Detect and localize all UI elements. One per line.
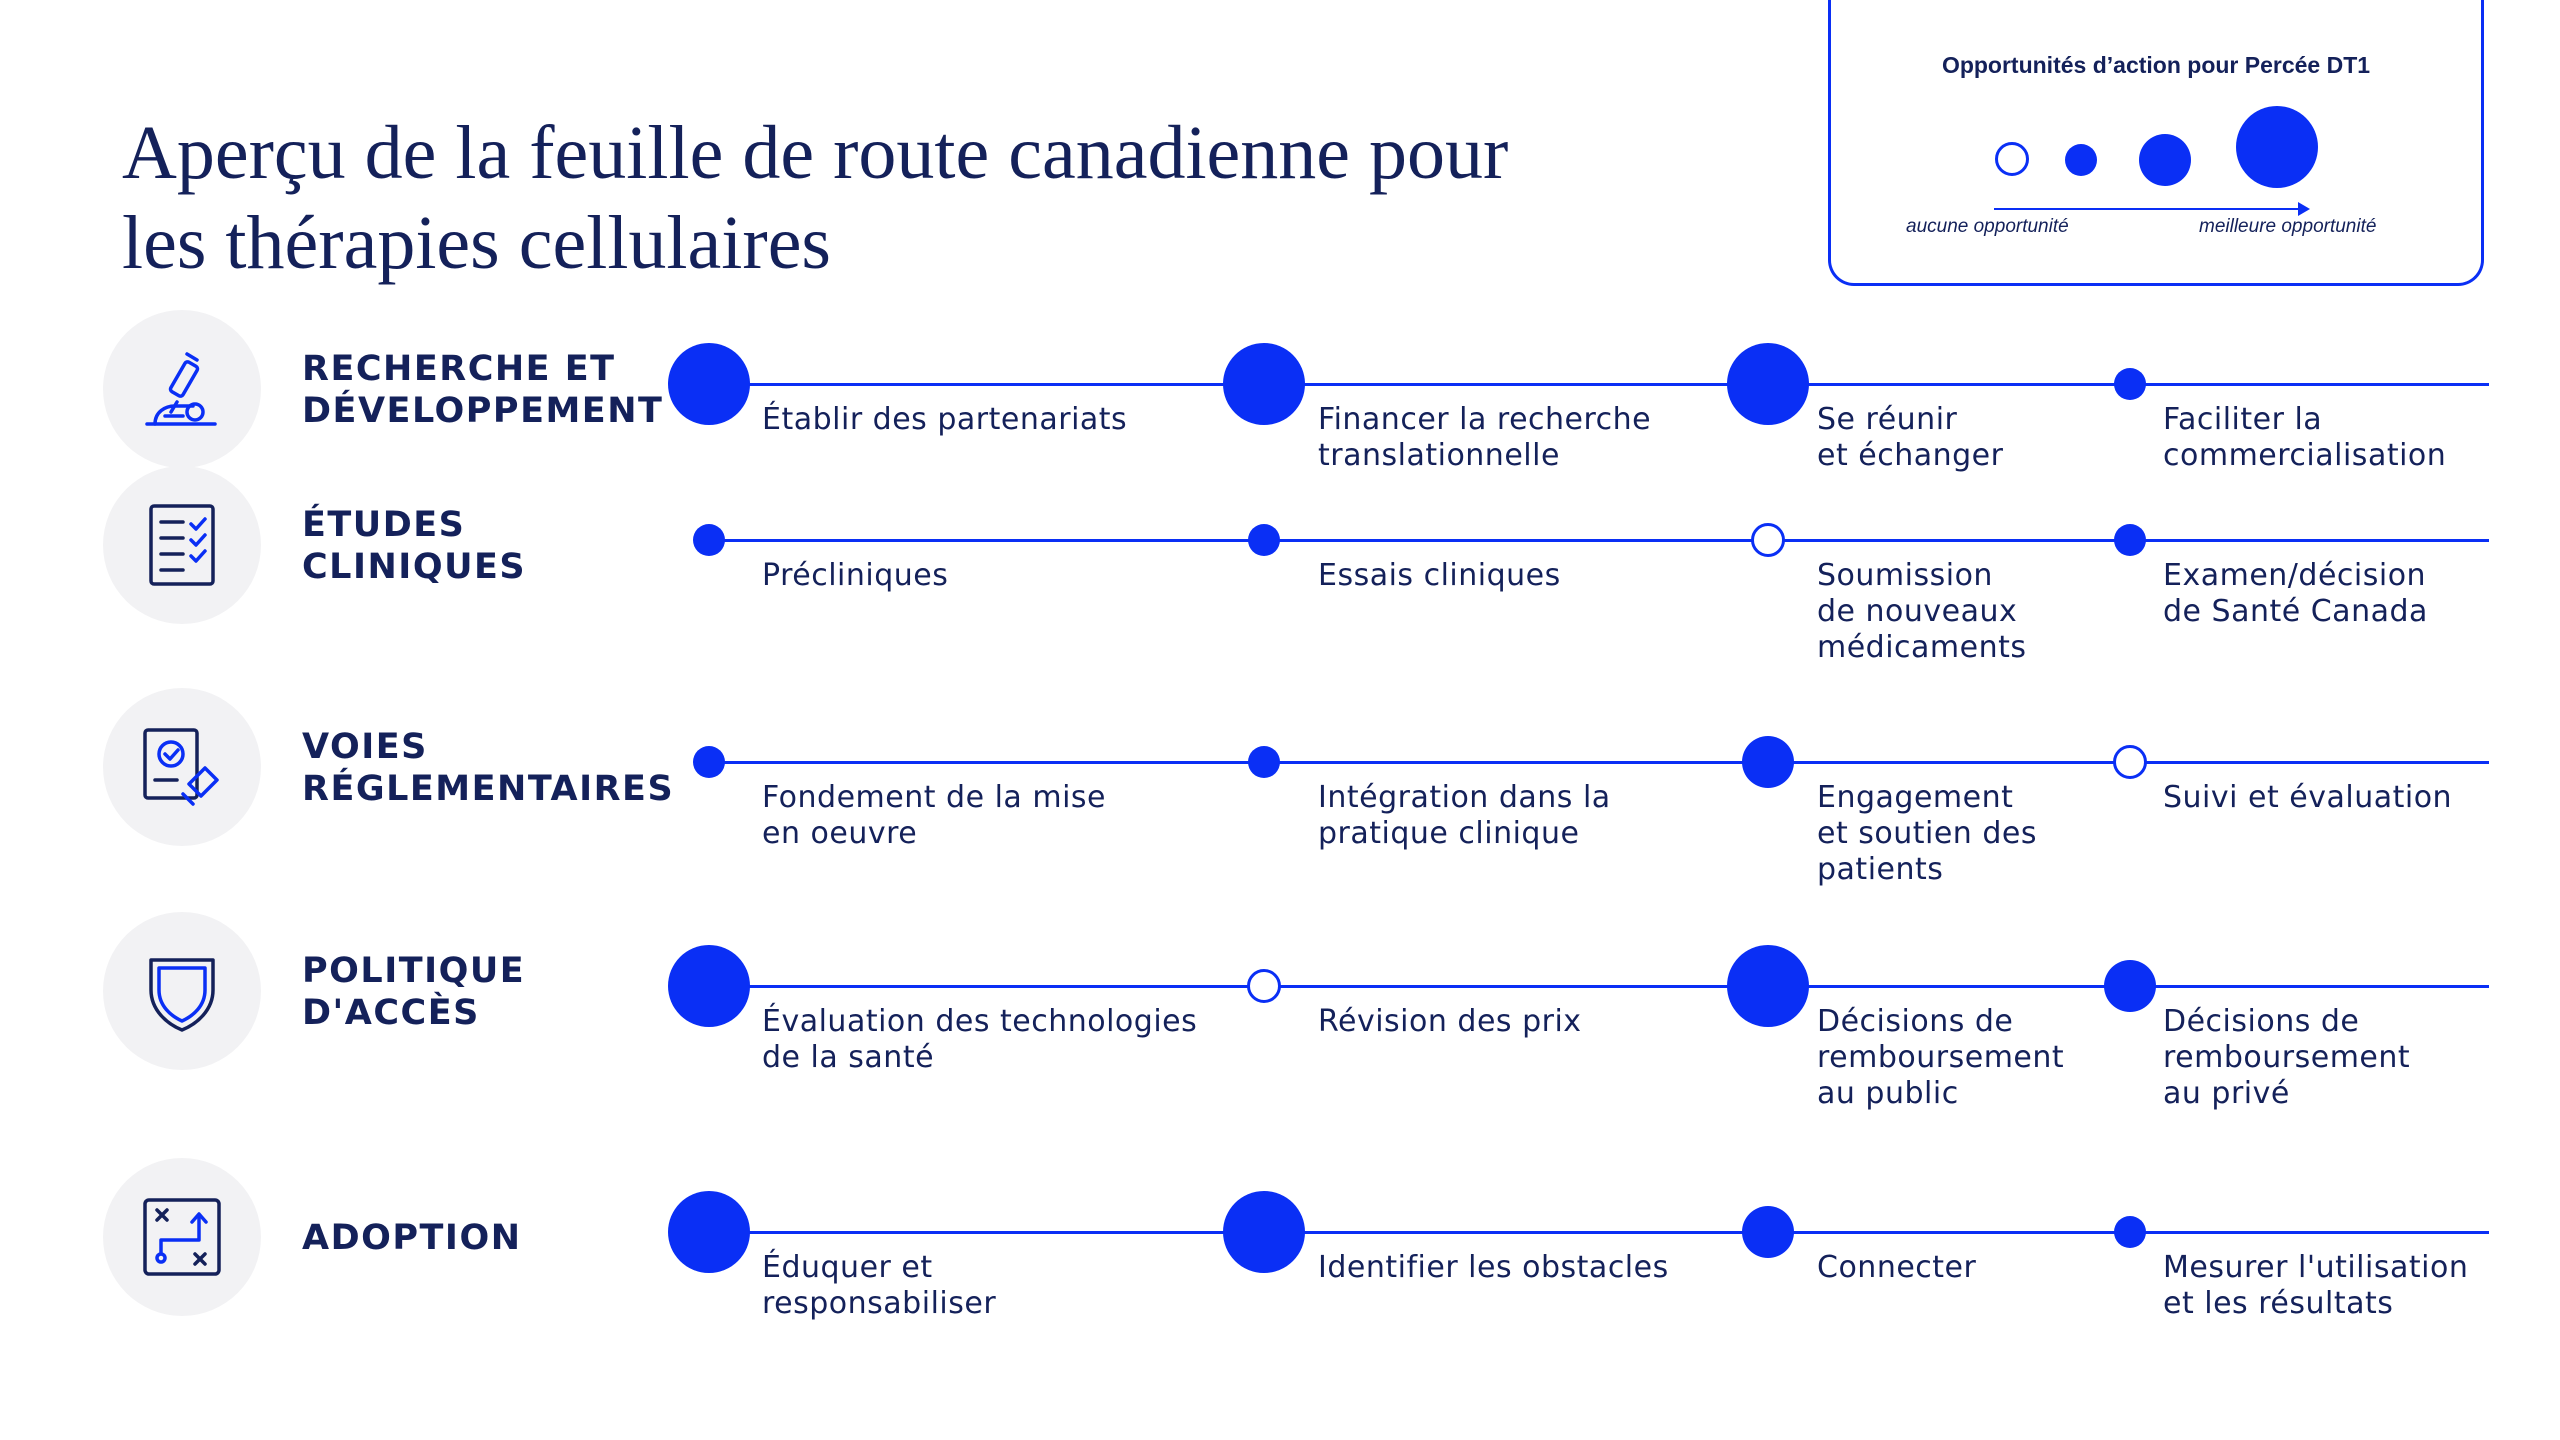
timeline-line <box>709 383 2489 386</box>
stage-label: Décisions de remboursement au privé <box>2163 1004 2411 1111</box>
timeline-line <box>709 985 2489 988</box>
row-label: VOIES RÉGLEMENTAIRES <box>302 727 675 809</box>
opportunity-dot <box>1727 343 1809 425</box>
opportunity-dot <box>1742 1206 1794 1258</box>
stage-label: Identifier les obstacles <box>1318 1250 1669 1285</box>
stage-label: Évaluation des technologies de la santé <box>762 1004 1198 1075</box>
page-title-line-1: Aperçu de la feuille de route canadienne pour <box>122 111 1509 195</box>
opportunity-dot <box>1248 746 1280 778</box>
timeline-line <box>709 539 2489 542</box>
opportunity-dot <box>668 1191 750 1273</box>
stage-label: Essais cliniques <box>1318 558 1561 593</box>
opportunity-dot <box>1742 736 1794 788</box>
opportunity-dot <box>1223 1191 1305 1273</box>
page-title-line-2: les thérapies cellulaires <box>122 201 832 285</box>
row-label: ADOPTION <box>302 1218 522 1258</box>
row-label: POLITIQUE D'ACCÈS <box>302 951 526 1033</box>
stage-label: Établir des partenariats <box>762 402 1128 437</box>
row-label: ÉTUDES CLINIQUES <box>302 505 527 587</box>
stage-label: Examen/décision de Santé Canada <box>2163 558 2428 629</box>
opportunity-dot <box>1751 523 1785 557</box>
opportunity-dot <box>2114 524 2146 556</box>
approval-stamp-icon <box>103 688 261 846</box>
stage-label: Intégration dans la pratique clinique <box>1318 780 1611 851</box>
stage-label: Faciliter la commercialisation <box>2163 402 2447 473</box>
stage-label: Révision des prix <box>1318 1004 1582 1039</box>
opportunity-dot <box>668 945 750 1027</box>
opportunity-dot <box>668 343 750 425</box>
stage-label: Financer la recherche translationnelle <box>1318 402 1652 473</box>
legend-title: Opportunités d’action pour Percée DT1 <box>1941 52 2371 78</box>
opportunity-dot <box>2104 960 2156 1012</box>
stage-label: Mesurer l'utilisation et les résultats <box>2163 1250 2469 1321</box>
opportunity-dot <box>1727 945 1809 1027</box>
stage-label: Éduquer et responsabiliser <box>762 1250 997 1321</box>
legend-high-label: meilleure opportunité <box>2199 216 2377 237</box>
stage-label: Se réunir et échanger <box>1817 402 2004 473</box>
opportunity-dot <box>2114 1216 2146 1248</box>
timeline-line <box>709 761 2489 764</box>
stage-label: Connecter <box>1817 1250 1977 1285</box>
microscope-icon <box>103 310 261 468</box>
stage-label: Décisions de remboursement au public <box>1817 1004 2065 1111</box>
opportunity-dot <box>693 746 725 778</box>
opportunity-dot <box>1223 343 1305 425</box>
opportunity-dot <box>1247 969 1281 1003</box>
stage-label: Soumission de nouveaux médicaments <box>1817 558 2027 665</box>
legend-low-label: aucune opportunité <box>1906 216 2069 237</box>
opportunity-dot <box>2113 745 2147 779</box>
checklist-icon <box>103 466 261 624</box>
opportunity-dot <box>693 524 725 556</box>
stage-label: Engagement et soutien des patients <box>1817 780 2037 887</box>
legend-arrow <box>1994 208 2306 210</box>
timeline-line <box>709 1231 2489 1234</box>
opportunity-dot <box>1248 524 1280 556</box>
stage-label: Précliniques <box>762 558 949 593</box>
strategy-map-icon <box>103 1158 261 1316</box>
shield-icon <box>103 912 261 1070</box>
stage-label: Fondement de la mise en oeuvre <box>762 780 1106 851</box>
row-label: RECHERCHE ET DÉVELOPPEMENT <box>302 349 664 431</box>
stage-label: Suivi et évaluation <box>2163 780 2453 815</box>
opportunity-dot <box>2114 368 2146 400</box>
